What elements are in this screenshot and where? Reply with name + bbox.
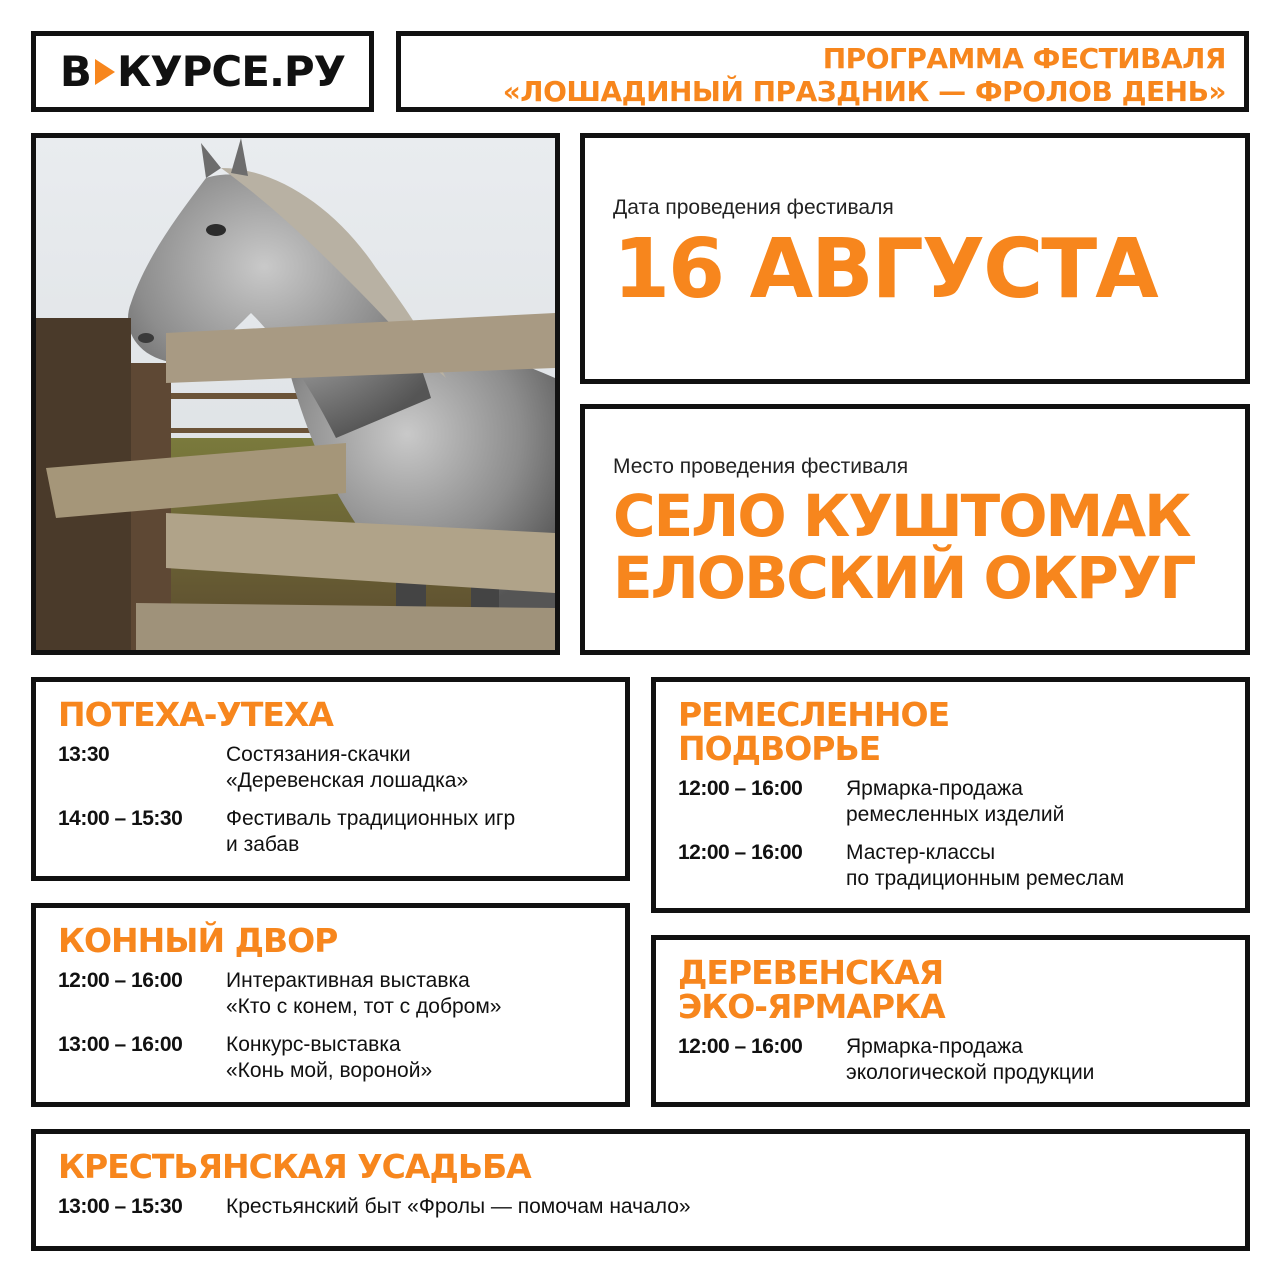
event-description	[226, 968, 501, 1020]
place-line-2: ЕЛОВСКИЙ ОКРУГ	[613, 544, 1195, 612]
event-description-line: ремесленных изделий	[846, 803, 1065, 826]
section-title-line: КОННЫЙ ДВОР	[58, 921, 338, 960]
event-description-line: Состязания-скачки	[226, 743, 411, 766]
section-title	[58, 1147, 1225, 1186]
section-title	[58, 695, 605, 734]
section-title-line: ЭКО-ЯРМАРКА	[678, 987, 945, 1026]
event-row	[58, 806, 605, 858]
event-row	[58, 1194, 1225, 1220]
event-description-line: Фестиваль традиционных игр	[226, 807, 516, 830]
event-time: 13:00 – 15:30	[58, 1195, 183, 1218]
event-row	[58, 742, 605, 794]
event-description	[846, 1034, 1094, 1086]
place-box	[580, 404, 1250, 655]
place-label: Место проведения фестиваля	[613, 455, 909, 478]
section-remeslennoe-podvorie	[651, 677, 1250, 913]
logo-box	[31, 31, 374, 112]
event-time: 12:00 – 16:00	[678, 777, 803, 800]
section-title-line: ПОТЕХА-УТЕХА	[58, 695, 333, 734]
section-eko-yarmarka	[651, 935, 1250, 1107]
section-title-line: КРЕСТЬЯНСКАЯ УСАДЬБА	[58, 1147, 531, 1186]
event-description-line: Крестьянский быт «Фролы — помочам начало»	[226, 1195, 691, 1218]
date-value: 16 АВГУСТА	[613, 222, 1157, 317]
event-time: 12:00 – 16:00	[58, 969, 183, 992]
event-description-line: «Конь мой, вороной»	[226, 1059, 433, 1082]
date-label: Дата проведения фестиваля	[613, 196, 894, 219]
program-header	[396, 31, 1249, 112]
event-description-line: Ярмарка-продажа	[846, 777, 1023, 800]
place-value	[613, 482, 1245, 612]
event-description-line: и забав	[226, 833, 300, 856]
event-row	[678, 840, 1225, 892]
event-row	[678, 776, 1225, 828]
event-description	[846, 776, 1064, 828]
date-box	[580, 133, 1250, 384]
event-description	[846, 840, 1124, 892]
event-row	[58, 968, 605, 1020]
event-description	[226, 1032, 432, 1084]
event-description-line: Конкурс-выставка	[226, 1033, 401, 1056]
event-description-line: по традиционным ремеслам	[846, 867, 1125, 890]
event-time: 14:00 – 15:30	[58, 807, 183, 830]
header-line-2: «ЛОШАДИНЫЙ ПРАЗДНИК — ФРОЛОВ ДЕНЬ»	[502, 75, 1226, 108]
section-title-line: РЕМЕСЛЕННОЕ	[678, 695, 950, 734]
logo-left: В	[59, 47, 91, 96]
event-description-line: Ярмарка-продажа	[846, 1035, 1023, 1058]
event-time: 12:00 – 16:00	[678, 1035, 803, 1058]
section-title	[678, 953, 1225, 1026]
section-poteha-uteha	[31, 677, 630, 881]
section-konny-dvor	[31, 903, 630, 1107]
logo-right: КУРСЕ.РУ	[116, 47, 346, 96]
event-time: 13:00 – 16:00	[58, 1033, 183, 1056]
event-description	[226, 806, 515, 858]
section-title	[58, 921, 605, 960]
event-row	[678, 1034, 1225, 1086]
event-description-line: экологической продукции	[846, 1061, 1095, 1084]
section-title	[678, 695, 1225, 768]
section-title-line: ПОДВОРЬЕ	[678, 729, 881, 768]
event-description-line: «Деревенская лошадка»	[226, 769, 469, 792]
horse-photo-illustration	[36, 138, 555, 650]
section-krestyanskaya-usadba	[31, 1129, 1250, 1251]
horse-photo	[31, 133, 560, 655]
section-title-line: ДЕРЕВЕНСКАЯ	[678, 953, 944, 992]
event-description	[226, 742, 468, 794]
logo	[60, 47, 345, 96]
place-line-1: СЕЛО КУШТОМАК	[613, 482, 1190, 550]
event-description-line: «Кто с конем, тот с добром»	[226, 995, 502, 1018]
event-time: 12:00 – 16:00	[678, 841, 803, 864]
logo-play-icon	[95, 59, 115, 85]
event-time: 13:30	[58, 743, 110, 766]
event-row	[58, 1032, 605, 1084]
event-description-line: Мастер-классы	[846, 841, 996, 864]
header-line-1: ПРОГРАММА ФЕСТИВАЛЯ	[822, 42, 1226, 75]
event-description	[226, 1194, 691, 1220]
event-description-line: Интерактивная выставка	[226, 969, 470, 992]
